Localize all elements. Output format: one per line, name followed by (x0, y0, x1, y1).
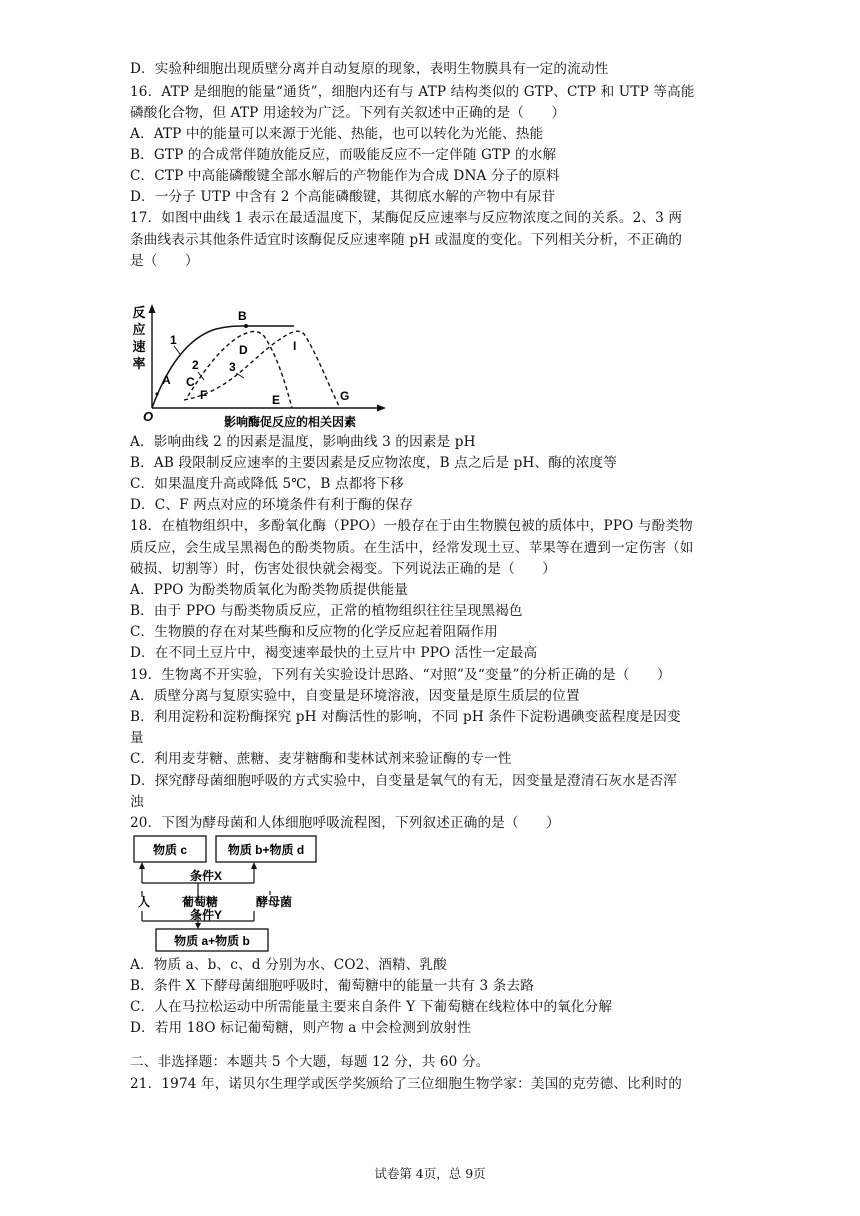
q17-stem-line-3: 是（ ） (130, 253, 199, 269)
svg-text:条件Y: 条件Y (190, 908, 223, 922)
q20-respiration-flowchart (128, 833, 318, 953)
point-label-f: F (200, 388, 208, 402)
point-label-d: D (239, 343, 248, 357)
q20-option-c: C．人在马拉松运动中所需能量主要来自条件 Y 下葡萄糖在线粒体中的氧化分解 (130, 999, 613, 1015)
leader-3 (236, 373, 244, 378)
point-b (244, 324, 248, 328)
q20-option-a: A．物质 a、b、c、d 分别为水、CO2、酒精、乳酸 (130, 957, 447, 973)
q16-stem-line-1: 16．ATP 是细胞的能量“通货”，细胞内还有与 ATP 结构类似的 GTP、CTP 和 UTP 等高能 (130, 84, 695, 100)
q19-option-d-line-1: D．探究酵母菌细胞呼吸的方式实验中，自变量是氧气的有无，因变量是澄清石灰水是否浑 (130, 773, 678, 789)
point-label-c: C (186, 375, 195, 389)
svg-text:条件X: 条件X (190, 869, 223, 883)
svg-text:物质 b+物质 d: 物质 b+物质 d (227, 843, 305, 857)
q17-option-c: C．如果温度升高或降低 5℃，B 点都将下移 (130, 476, 404, 492)
q18-stem-line-1: 18．在植物组织中，多酚氧化酶（PPO）一般存在于由生物膜包被的质体中，PPO 与酚类物 (130, 518, 693, 534)
point-a (155, 392, 158, 395)
y-axis-label-2: 应 (132, 322, 146, 337)
svg-text:物质 c: 物质 c (152, 843, 188, 857)
point-label-g: G (340, 389, 350, 403)
point-label-i: I (293, 339, 297, 353)
q18-option-b: B．由于 PPO 与酚类物质反应，正常的植物组织往往呈现黑褐色 (130, 603, 523, 619)
point-label-e: E (272, 393, 281, 407)
q19-stem: 19．生物离不开实验，下列有关实验设计思路、“对照”及“变量”的分析正确的是（ ） (130, 667, 671, 683)
q20-stem: 20．下图为酵母菌和人体细胞呼吸流程图，下列叙述正确的是（ ） (130, 815, 560, 831)
x-axis-label: 影响酶促反应的相关因素 (223, 415, 357, 429)
y-axis-label-1: 反 (132, 305, 146, 320)
q21-stem-line-1: 21．1974 年，诺贝尔生理学或医学奖颁给了三位细胞生物学家：美国的克劳德、比利时的 (130, 1076, 683, 1092)
x-axis-arrow (377, 405, 386, 412)
q18-option-a: A．PPO 为酚类物质氧化为酚类物质提供能量 (130, 582, 408, 598)
q18-stem-line-3: 破损、切割等）时，伤害处很快就会褐变。下列说法正确的是（ ） (130, 561, 557, 577)
q17-stem-line-2: 条曲线表示其他条件适宜时该酶促反应速率随 pH 或温度的变化。下列相关分析，不正确的 (130, 232, 683, 248)
q18-option-c: C．生物膜的存在对某些酶和反应物的化学反应起着阻隔作用 (130, 624, 498, 640)
q18-option-d: D．在不同土豆片中，褐变速率最快的土豆片中 PPO 活性一定最高 (130, 645, 538, 661)
svg-text:物质 a+物质 b: 物质 a+物质 b (174, 934, 250, 948)
q16-stem-line-2: 磷酸化合物，但 ATP 用途较为广泛。下列有关叙述中正确的是（ ） (130, 105, 566, 121)
q16-option-d: D．一分子 UTP 中含有 2 个高能磷酸键，其彻底水解的产物中有尿苷 (130, 189, 556, 205)
q17-stem-line-1: 17．如图中曲线 1 表示在最适温度下，某酶促反应速率与反应物浓度之间的关系。2、3 两 (130, 210, 683, 226)
q17-option-b: B．AB 段限制反应速率的主要因素是反应物浓度，B 点之后是 pH、酶的浓度等 (130, 455, 617, 471)
q20-option-b: B．条件 X 下酵母菌细胞呼吸时，葡萄糖中的能量一共有 3 条去路 (130, 978, 534, 994)
leader-1 (174, 346, 180, 354)
svg-text:葡萄糖: 葡萄糖 (182, 895, 219, 909)
q19-option-b-line-1: B．利用淀粉和淀粉酶探究 pH 对酶活性的影响，不同 pH 条件下淀粉遇碘变蓝程度是因变 (130, 709, 681, 725)
y-axis-label-3: 速 (132, 339, 146, 354)
q17-option-d: D．C、F 两点对应的环境条件有利于酶的保存 (130, 497, 414, 513)
q16-option-a: A．ATP 中的能量可以来源于光能、热能，也可以转化为光能、热能 (130, 126, 544, 142)
point-label-b: B (238, 309, 247, 323)
q17-enzyme-graph (128, 300, 390, 432)
curve-label-1: 1 (170, 333, 177, 347)
origin-label: O (142, 409, 154, 424)
y-axis-label-4: 率 (132, 356, 146, 371)
svg-text:人: 人 (138, 895, 151, 909)
q16-option-c: C．CTP 中高能磷酸键全部水解后的产物能作为合成 DNA 分子的原料 (130, 168, 560, 184)
q16-option-b: B．GTP 的合成常伴随放能反应，而吸能反应不一定伴随 GTP 的水解 (130, 147, 557, 163)
section-heading: 二、非选择题：本题共 5 个大题，每题 12 分，共 60 分。 (130, 1054, 490, 1070)
q18-stem-line-2: 质反应，会生成呈黑褐色的酚类物质。在生活中，经常发现土豆、苹果等在遭到一定伤害（如 (130, 540, 694, 556)
point-label-a: A (162, 373, 171, 387)
q19-option-a: A．质壁分离与复原实验中，自变量是环境溶液，因变量是原生质层的位置 (130, 688, 580, 704)
curve-3 (184, 331, 340, 408)
svg-text:酵母菌: 酵母菌 (256, 895, 293, 909)
q17-option-a: A．影响曲线 2 的因素是温度，影响曲线 3 的因素是 pH (130, 434, 476, 450)
y-axis-arrow (149, 304, 156, 313)
curve-label-2: 2 (192, 358, 199, 372)
q19-option-d-line-2: 浊 (130, 794, 144, 810)
curve-label-3: 3 (229, 360, 236, 374)
leader-2 (198, 372, 204, 380)
page-footer: 试卷第 4页，总 9页 (374, 1166, 486, 1181)
q20-option-d: D．若用 18O 标记葡萄糖，则产物 a 中会检测到放射性 (130, 1020, 471, 1036)
q15-option-d: D．实验种细胞出现质壁分离并自动复原的现象，表明生物膜具有一定的流动性 (130, 61, 609, 77)
q19-option-c: C．利用麦芽糖、蔗糖、麦芽糖酶和斐林试剂来验证酶的专一性 (130, 751, 512, 767)
q19-option-b-line-2: 量 (130, 730, 144, 746)
